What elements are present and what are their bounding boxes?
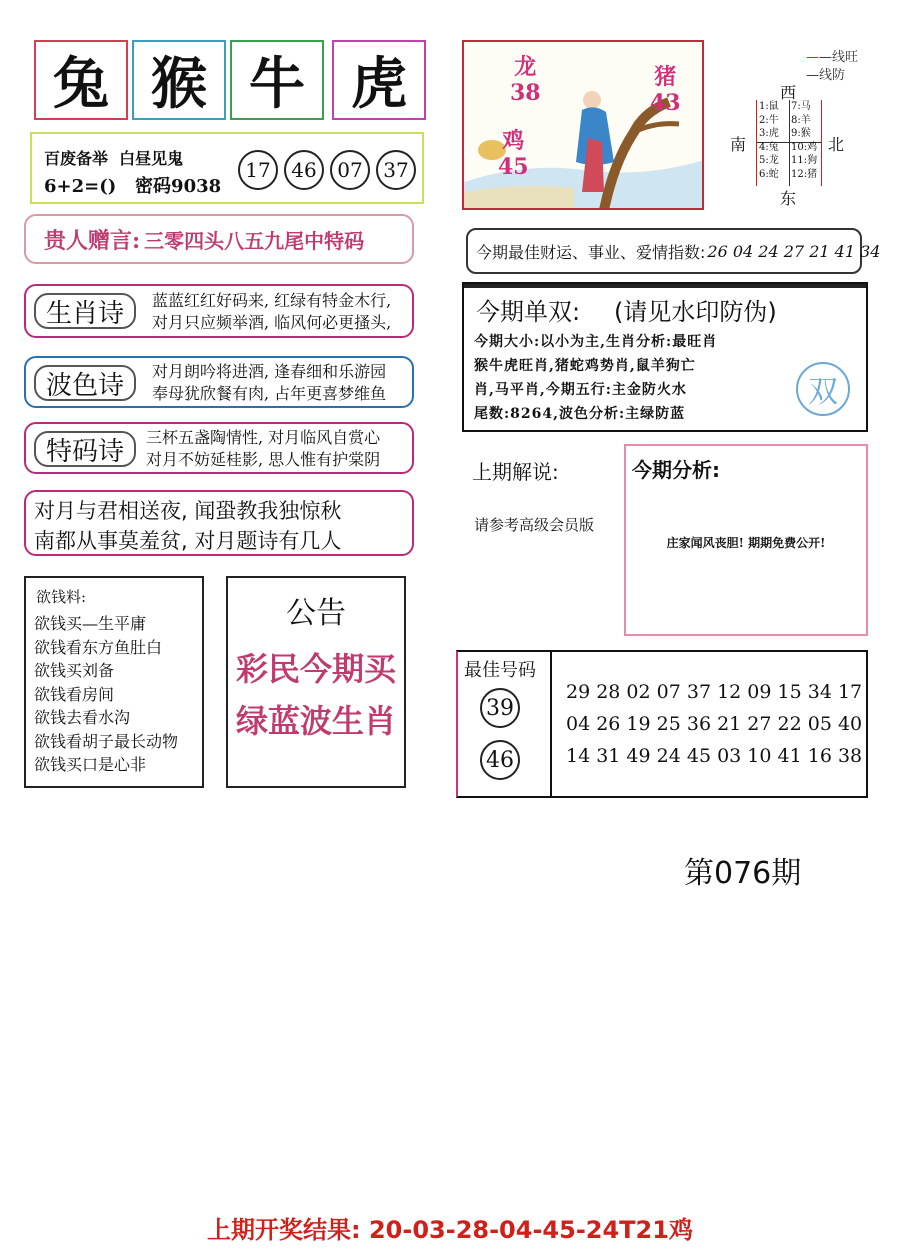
zodiac-entry: 10:鸡: [791, 141, 818, 153]
list-item: 欲钱买—生平庸: [34, 614, 147, 633]
list-item: 欲钱买刘备: [34, 661, 115, 680]
list-item: 欲钱看房间: [34, 684, 115, 704]
analysis-line: 肖,马平肖,今期五行:主金防火水: [474, 382, 687, 398]
direction-east: 东: [780, 189, 797, 208]
notice-title: 公告: [286, 596, 346, 631]
analysis-title: 今期分析:: [632, 458, 720, 482]
number-circle: 07: [330, 150, 370, 190]
figure-head: [583, 91, 601, 109]
free-poem-box: [24, 490, 414, 556]
fortune-numbers: 26 04 24 27 21 41 34: [707, 241, 881, 261]
direction-north: 北: [828, 135, 845, 154]
label-long-number: 38: [510, 80, 541, 106]
zodiac-entry: 4:兔: [759, 141, 779, 153]
list-item: 欲钱看胡子最长动物: [34, 731, 179, 751]
color-poem-box: [24, 356, 414, 408]
analysis-text: 庄家闻风丧胆! 期期免费公开!: [666, 536, 826, 550]
label-ji-number: 45: [498, 154, 529, 180]
poem-label: 特码诗: [34, 431, 136, 467]
label-zhu-name: 猪: [654, 64, 677, 90]
poem-label: 波色诗: [34, 365, 136, 401]
zodiac-entry: 5:龙: [759, 155, 779, 166]
gift-text: 三零四头八五九尾中特码: [144, 228, 365, 253]
list-item: 欲钱买口是心非: [34, 755, 147, 774]
zodiac-entry: 11:狗: [791, 155, 818, 166]
watermark-badge: 双: [796, 362, 850, 416]
number-circle: 17: [238, 150, 278, 190]
legend-wang: ——线旺: [806, 50, 859, 65]
number-row: 14 31 49 24 45 03 10 41 16 38: [566, 745, 863, 767]
number-circle: 37: [376, 150, 416, 190]
zodiac-text: 牛: [249, 51, 305, 117]
painting-box: [462, 40, 704, 210]
zodiac-entry: 7:马: [791, 101, 811, 112]
analysis-line: 尾数:8264,波色分析:主绿防蓝: [474, 406, 686, 422]
poem-line-1: 蓝蓝红红好码来, 红绿有特金木行,: [152, 291, 392, 310]
label-ji-name: 鸡: [502, 128, 525, 154]
poem-line-1: 对月朗吟将进酒, 逢春细和乐游园: [152, 362, 387, 381]
analysis-box: [624, 444, 868, 636]
zodiac-entry: 6:蛇: [759, 168, 779, 180]
list-item: 欲钱去看水沟: [34, 708, 131, 727]
direction-south: 南: [730, 135, 747, 154]
analysis-line: 今期大小:以小为主,生肖分析:最旺肖: [474, 334, 718, 350]
compass-divider: [789, 100, 790, 186]
poem-line-2: 奉母犹欣餐有肉, 占年更喜梦维鱼: [152, 384, 387, 403]
number-circle: 46: [284, 150, 324, 190]
zodiac-text: 猴: [151, 51, 207, 117]
period-number: 第076期: [684, 856, 802, 891]
zodiac-entry: 3:虎: [759, 128, 779, 139]
notice-line-2: 绿蓝波生肖: [235, 702, 396, 740]
last-period-note: 请参考高级会员版: [474, 516, 595, 534]
zodiac-text: 兔: [53, 51, 109, 117]
label-zhu-number: 43: [650, 90, 681, 116]
analysis-line: 猴牛虎旺肖,猪蛇鸡势肖,鼠羊狗亡: [474, 358, 696, 374]
special-poem-box: [24, 422, 414, 474]
proverb-line-1: 百废备举 白昼见鬼: [44, 149, 184, 168]
zodiac-box-3: [230, 40, 324, 120]
last-period-title: 上期解说:: [472, 460, 559, 484]
zodiac-entry: 8:羊: [791, 114, 811, 126]
danshuang-top-rule: [464, 284, 866, 288]
yuqian-list: [34, 612, 178, 777]
zodiac-box-4: [332, 40, 426, 120]
label-zhu: [650, 64, 681, 116]
free-poem-line-1: 对月与君相送夜, 闻蛩教我独惊秋: [34, 499, 342, 523]
poem-line-2: 对月不妨延桂影, 思人惟有护棠阴: [146, 450, 381, 469]
zodiac-entry: 1:鼠: [759, 101, 779, 112]
best-numbers-label: 最佳号码: [464, 660, 536, 681]
proverb-box: [30, 132, 424, 204]
danshuang-box: [462, 282, 868, 432]
number-row: 29 28 02 07 37 12 09 15 34 17: [566, 681, 863, 703]
notice-line-1: 彩民今期买: [235, 650, 396, 688]
zodiac-entry: 12:猪: [791, 168, 818, 180]
fortune-label: 今期最佳财运、事业、爱情指数:: [476, 242, 706, 262]
last-result-banner: 上期开奖结果: 20-03-28-04-45-24T21鸡: [207, 1216, 693, 1244]
label-ji: [498, 128, 529, 180]
compass-col-2: [791, 100, 817, 181]
yuqian-box: [24, 576, 204, 788]
best-numbers-table: [566, 676, 862, 772]
label-long-name: 龙: [514, 54, 537, 80]
gift-words-box: [24, 214, 414, 264]
zodiac-entry: 2:牛: [759, 114, 779, 126]
poem-line-1: 三杯五盏陶情性, 对月临风自赏心: [146, 428, 381, 447]
gift-label: 贵人赠言:: [44, 227, 141, 254]
danshuang-title: 今期单双:: [476, 298, 581, 326]
zodiac-text: 虎: [351, 51, 407, 117]
proverb-numbers: [238, 150, 416, 190]
number-row: 04 26 19 25 36 21 27 22 05 40: [566, 713, 863, 735]
free-poem-line-2: 南都从事莫羞贫, 对月题诗有几人: [34, 529, 342, 553]
legend-fang: —线防: [806, 68, 846, 83]
danshuang-note: (请见水印防伪): [614, 298, 777, 326]
yuqian-title: 欲钱料:: [36, 588, 87, 606]
notice-box: [226, 576, 406, 788]
proverb-line-2: 6+2=() 密码9038: [44, 176, 222, 197]
zodiac-poem-box: [24, 284, 414, 338]
zodiac-entry: 9:猴: [791, 128, 811, 139]
poem-label: 生肖诗: [34, 293, 136, 329]
danshuang-lines: [474, 330, 717, 426]
compass-grid: [756, 100, 822, 186]
list-item: 欲钱看东方鱼肚白: [34, 637, 163, 657]
direction-west: 西: [780, 83, 797, 102]
compass-col-1: [759, 100, 779, 181]
compass-diagram: [720, 40, 890, 212]
best-numbers-divider: [550, 652, 552, 796]
zodiac-box-2: [132, 40, 226, 120]
fortune-index-box: [466, 228, 881, 274]
best-numbers-box: [456, 650, 868, 798]
zodiac-box-1: [34, 40, 128, 120]
poem-line-2: 对月只应频举酒, 临风何必更搔头,: [152, 313, 392, 332]
best-number-circle: 46: [480, 740, 520, 780]
best-number-circle: 39: [480, 688, 520, 728]
legend-wang-text: —线旺: [819, 50, 859, 65]
label-long: [510, 54, 541, 106]
